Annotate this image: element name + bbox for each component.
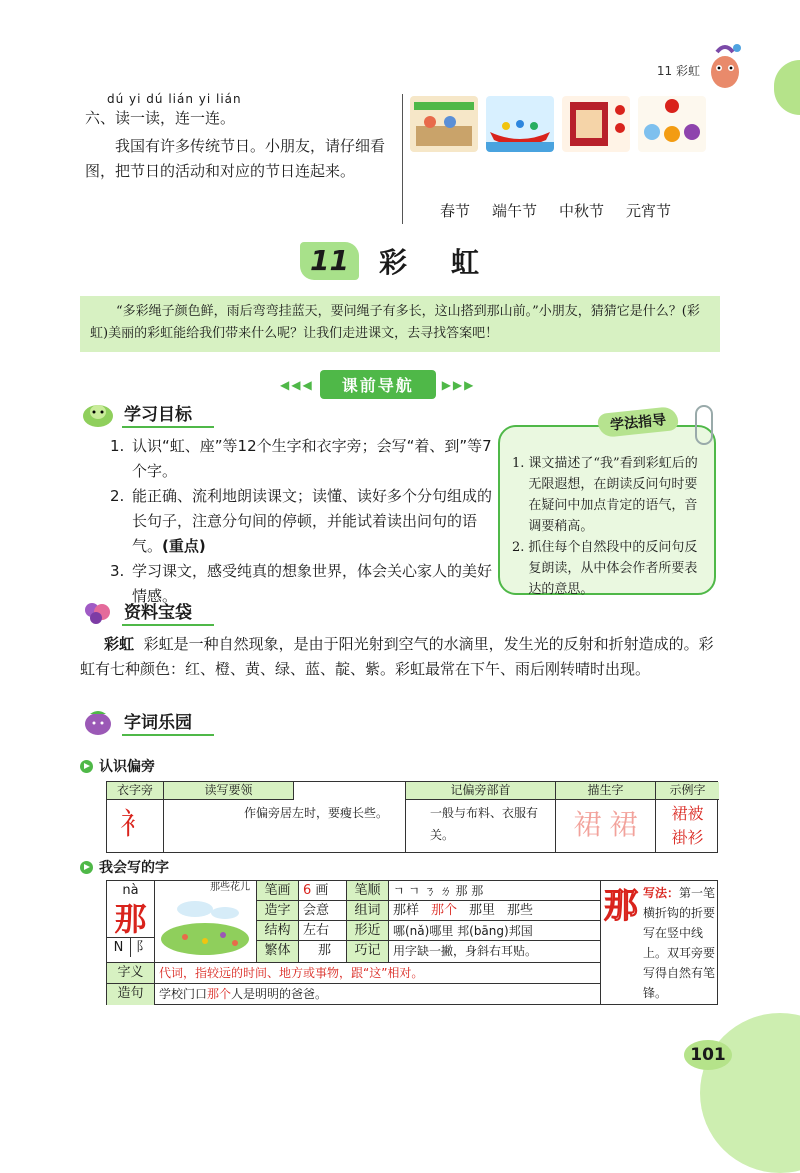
mascot-icon (705, 40, 745, 90)
learning-goals (80, 400, 500, 609)
words-cell: 那样 那个 那里 那些 (389, 901, 601, 921)
label-cell: 组词 (347, 901, 389, 921)
strokes-cell: 6 画 (299, 881, 347, 901)
goal-item: 2. 能正确、流利地朗读课文；读懂、读好多个分句组成的长句子，注意分句间的停顿，并能试着读出问句的语气。(重点) (110, 487, 493, 555)
char-part: 阝 (135, 940, 149, 955)
label-cell: 形近 (347, 921, 389, 941)
trace-char[interactable]: 裙 (609, 808, 638, 841)
char-main: 那 (114, 900, 147, 938)
exercise-section (85, 92, 395, 184)
char-cell (107, 881, 155, 963)
radical-table (106, 781, 718, 853)
info-section (80, 598, 720, 682)
label-cell: 笔画 (257, 881, 299, 901)
festival-item[interactable]: 春节 (440, 202, 471, 220)
method-item: 1. 课文描述了“我”看到彩虹后的无限遐想，在朗读反问句时要在疑问中加点肯定的语气，音调要稍高。 (512, 456, 698, 534)
radical-tip: 作偏旁居左时，要瘦长些。 (244, 806, 389, 820)
meaning-cell: 代词，指较远的时间、地方或事物，跟“这”相对。 (155, 963, 601, 984)
festival-pictures (410, 96, 710, 154)
dragon-boat-picture (486, 96, 554, 152)
spring-festival-picture (410, 96, 478, 152)
exercise-body: 我国有许多传统节日。小朋友，请仔细看图，把节日的活动和对应的节日连起来。 (85, 137, 386, 180)
corner-decoration (774, 60, 800, 115)
exercise-title: 六、读一读，连一连。 (85, 109, 236, 127)
trace-char[interactable]: 裙 (573, 808, 602, 841)
outline-char-cell (601, 881, 641, 941)
pre-class-nav (280, 370, 475, 399)
method-guide-box (498, 425, 716, 595)
table-header: 示例字 (656, 782, 719, 800)
writing-tip: 写法：第一笔横折钩的折要写在竖中线上。双耳旁要写得自然有笔锋。 (643, 886, 716, 1000)
similar-cell: 哪(nǎ)哪里 邦(bāng)邦国 (389, 921, 601, 941)
struct-cell: 左右 (299, 921, 347, 941)
goal-item: 3. 学习课文，感受纯真的想象世界，体会关心家人的美好情感。 (110, 562, 493, 605)
lesson-title (300, 240, 523, 282)
table-header: 衣字旁 (107, 782, 163, 800)
outline-char: 那 (604, 886, 638, 926)
grape-mascot-icon (80, 598, 116, 626)
words-section (80, 708, 214, 736)
method-item: 2. 抓住每个自然段中的反问句反复朗读，从中体会作者所要表达的意思。 (512, 540, 698, 597)
lantern-festival-picture (638, 96, 706, 152)
label-cell: 巧记 (347, 941, 389, 963)
info-body: 彩虹 彩虹是一种自然现象，是由于阳光射到空气的水滴里，发生光的反射和折射造成的。彩虹有七种颜色：红、橙、黄、绿、蓝、靛、紫。彩虹最常在下午、雨后刚转晴时出现。 (80, 635, 714, 678)
memo-cell: 用字缺一撇，身斜右耳贴。 (389, 941, 601, 963)
label-cell: 结构 (257, 921, 299, 941)
right-arrows-icon: ▶▶▶ (441, 377, 476, 392)
mid-autumn-picture (562, 96, 630, 152)
radical-meaning: 一般与布料、衣服有关。 (430, 806, 539, 842)
left-arrows-icon: ◀◀◀ (280, 377, 314, 392)
lesson-name: 彩虹 (378, 246, 523, 279)
festival-item[interactable]: 中秋节 (559, 202, 605, 220)
char-pinyin: nà (122, 883, 139, 898)
write-subhead: 我会写的字 (80, 857, 169, 877)
header-label: 11 彩虹 (656, 64, 700, 78)
sentence-cell: 学校门口那个人是明明的爸爸。 (155, 984, 601, 1005)
table-header: 读写要领 (164, 782, 294, 800)
make-cell: 会意 (299, 901, 347, 921)
trace-chars (556, 800, 655, 850)
label-cell: 造字 (257, 901, 299, 921)
example-chars-row: 褂衫 (671, 828, 704, 847)
trad-cell: 那 (299, 941, 347, 963)
table-header: 描生字 (556, 782, 655, 800)
paperclip-icon (695, 405, 713, 445)
nav-title: 课前导航 (320, 370, 436, 399)
picture-caption: 那些花儿 (210, 882, 250, 893)
stroke-order-cell: ㄱ ㄱ ㄋ ㄌ 那 那 (389, 881, 601, 901)
picture-cell (155, 881, 257, 963)
corner-decoration (700, 1013, 800, 1173)
radical-char: 衤 (120, 807, 150, 842)
divider (402, 94, 403, 224)
festival-list (440, 200, 671, 221)
exercise-pinyin: dú yi dú lián yi lián (107, 92, 242, 106)
flowers-picture (155, 895, 255, 959)
cabbage-mascot-icon (80, 400, 116, 428)
label-cell: 造句 (107, 984, 155, 1005)
radical-subhead: 认识偏旁 (80, 756, 155, 776)
words-title: 字词乐园 (122, 708, 214, 736)
lesson-intro: “多彩绳子颜色鲜，雨后弯弯挂蓝天，要问绳子有多长，这山搭到那山前。”小朋友，猜猜它是什么？(彩虹)美丽的彩虹能给我们带来什么呢？让我们走进课文，去寻找答案吧！ (80, 296, 720, 352)
play-dot-icon (80, 760, 93, 773)
goal-item: 1. 认识“虹、座”等12个生字和衣字旁；会写“着、到”等7个字。 (110, 437, 492, 480)
example-chars (656, 800, 719, 850)
label-cell: 笔顺 (347, 881, 389, 901)
method-guide-title: 学法指导 (597, 406, 679, 438)
label-cell: 繁体 (257, 941, 299, 963)
festival-item[interactable]: 元宵节 (626, 202, 672, 220)
character-table (106, 880, 718, 1005)
page-number: 101 (684, 1040, 732, 1070)
eggplant-mascot-icon (80, 708, 116, 736)
char-part: N (107, 938, 131, 957)
lesson-number: 11 (300, 242, 359, 280)
example-chars-row: 裙被 (671, 804, 704, 823)
info-title: 资料宝袋 (122, 598, 214, 626)
goals-title: 学习目标 (122, 400, 214, 428)
label-cell: 字义 (107, 963, 155, 984)
play-dot-icon (80, 861, 93, 874)
festival-item[interactable]: 端午节 (492, 202, 538, 220)
table-header: 记偏旁部首 (406, 782, 555, 800)
